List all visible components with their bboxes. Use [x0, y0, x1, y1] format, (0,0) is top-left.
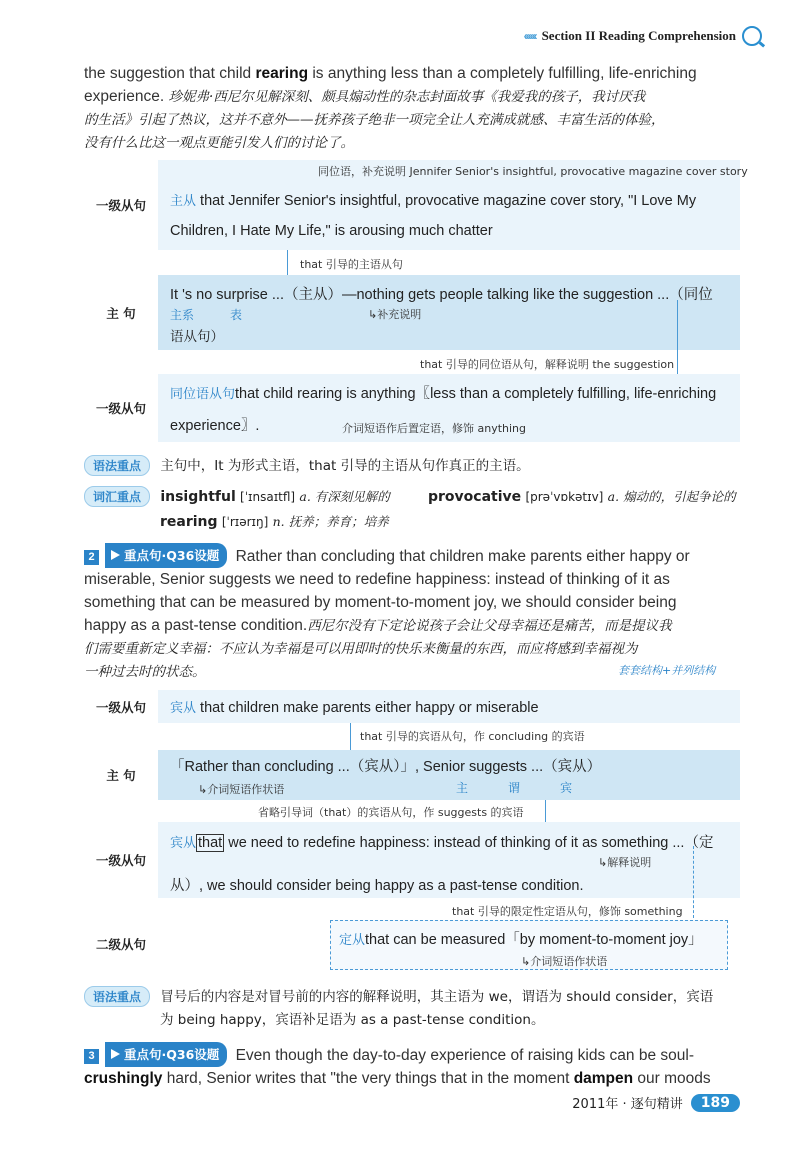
grammar-tag: 语法重点 — [84, 455, 150, 476]
box1-row-1 — [84, 160, 748, 250]
box1-row-3 — [84, 374, 740, 442]
row-label: 主 句 — [106, 768, 136, 783]
grammar-tag: 语法重点 — [84, 986, 150, 1007]
verb-label: 谓 — [508, 781, 521, 795]
supplement-note: ↳补充说明 — [368, 308, 422, 321]
sentence-number: 2 — [84, 550, 99, 565]
box2-row-2 — [84, 750, 740, 800]
page-number: 189 — [691, 1094, 740, 1112]
adverbial-note: ↳介词短语作状语 — [521, 955, 608, 968]
appositive-note: 同位语，补充说明 Jennifer Senior's insightful, provocative magazine cover story — [318, 165, 748, 178]
row-label: 二级从句 — [95, 937, 146, 952]
vocab-point-1: 词汇重点 insightful [ˈɪnsaɪtfl] a. 有深刻见解的 — [84, 485, 390, 508]
row-text-2: Children, I Hate My Life," is arousing much chatter — [170, 223, 493, 239]
row-text-1: 「Rather than concluding ...（宾从）」, Senior suggests ...（宾从） — [170, 759, 602, 775]
row-label: 主 句 — [106, 305, 136, 321]
paragraph-2: 2 重点句·Q36设题 Rather than concluding that children make parents either happy or miserable, Senior suggests we need to redefine happiness: instead of thinking of it as something that can be measured by moment-to-moment joy, we should consider being happy as a past-tense condition.西尼尔没有下定论说孩子会让父母幸福还是痛苦，而是提议我 们需要重新定义幸福：不应认为幸福是可以用即时的快乐来衡量的东西，而应将感到幸福视为 一种过去时的状态。 — [84, 543, 744, 684]
vocab-tag: 词汇重点 — [84, 486, 150, 507]
object-label: 宾 — [560, 781, 573, 795]
between-note-2: 省略引导词（that）的宾语从句，作 suggests 的宾语 — [258, 806, 524, 819]
paragraph-1 — [84, 62, 744, 155]
row-text-2: 语从句） — [170, 329, 224, 344]
explain-note: ↳解释说明 — [598, 856, 652, 869]
paragraph-3: 3 重点句·Q36设题 Even though the day-to-day experience of raising kids can be soul- crushingly hard, Senior writes that "the very things that in the moment dampen our moods — [84, 1042, 744, 1090]
grammar-point-2-line-2: 为 being happy，宾语补足语为 as a past-tense condition。 — [160, 1012, 545, 1028]
chevrons-icon: ‹‹‹‹‹‹ — [523, 29, 536, 43]
between-note-1: that 引导的主语从句 — [300, 258, 403, 271]
prep-phrase-note: 介词短语作后置定语，修饰 anything — [342, 422, 527, 435]
p1-english-line-2: experience. 珍妮弗·西尼尔见解深刻、颇具煽动性的杂志封面故事《我爱我的孩子，我讨厌我 — [84, 88, 646, 105]
vocab-rearing: rearing [ˈrɪərɪŋ] n. 抚养；养育；培养 — [160, 514, 389, 530]
search-q-icon — [742, 26, 762, 46]
row-label: 一级从句 — [95, 401, 146, 416]
key-sentence-tag: 重点句·Q36设题 — [105, 1042, 227, 1067]
grammar-point-1: 语法重点 主句中，It 为形式主语，that 引导的主语从句作真正的主语。 — [84, 454, 530, 476]
row-label: 一级从句 — [95, 198, 146, 213]
row-text-1: 定从that can be measured「by moment-to-moment joy」 — [339, 932, 703, 948]
adverbial-note: ↳介词短语作状语 — [198, 783, 285, 796]
between-note-3: that 引导的限定性定语从句，修饰 something — [452, 905, 683, 918]
footer-text: 2011年 · 逐句精讲 — [572, 1097, 683, 1112]
p1-english-line-1: the suggestion that child rearing is anything less than a completely fulfilling, life-enriching — [84, 65, 697, 82]
row-text-2: experience〗. — [170, 418, 260, 434]
grammar-point-2: 语法重点 冒号后的内容是对冒号前的内容的解释说明，其主语为 we，谓语为 should consider，宾语 — [84, 985, 713, 1007]
key-sentence-tag: 重点句·Q36设题 — [105, 543, 227, 568]
row-text-2: 从）, we should consider being happy as a past-tense condition. — [170, 878, 584, 894]
between-note-1: that 引导的宾语从句，作 concluding 的宾语 — [360, 730, 585, 743]
structure-note: 套套结构+并列结构 — [618, 664, 716, 677]
between-note-2: that 引导的同位语从句，解释说明 the suggestion — [420, 358, 675, 371]
box2-row-4 — [84, 918, 740, 970]
subject-label: 主 — [456, 781, 469, 795]
running-header — [524, 26, 762, 46]
row-text-1: 主从 that Jennifer Senior's insightful, provocative magazine cover story, "I Love My — [170, 193, 697, 209]
row-label: 一级从句 — [95, 699, 146, 715]
p1-chinese-line-3: 没有什么比这一观点更能引发人们的讨论了。 — [84, 135, 354, 151]
row-text-1: It 's no surprise ...（主从）—nothing gets people talking like the suggestion ...（同位 — [170, 287, 713, 303]
row-label: 一级从句 — [95, 853, 146, 868]
page-footer — [572, 1093, 740, 1112]
box2-row-1 — [84, 690, 740, 723]
box1-row-2 — [84, 275, 740, 350]
vocab-provocative: provocative [prəˈvɒkətɪv] a. 煽动的，引起争论的 — [428, 489, 736, 505]
row-text-1: 宾从 that we need to redefine happiness: instead of thinking of it as something ...（定 — [170, 835, 714, 851]
row-text-1: 宾从 that children make parents either happy or miserable — [170, 700, 539, 716]
predicative-label: 表 — [230, 308, 243, 322]
sentence-number: 3 — [84, 1049, 99, 1064]
p1-chinese-line-2: 的生活》引起了热议，这并不意外——抚养孩子绝非一项完全让人充满成就感、丰富生活的体验， — [84, 112, 665, 128]
row-text-1: 同位语从句that child rearing is anything〖less than a completely fulfilling, life-enriching — [170, 386, 717, 402]
box2-row-3 — [84, 822, 740, 898]
section-title: Section II Reading Comprehension — [541, 28, 736, 43]
subject-label: 主系 — [170, 308, 195, 322]
